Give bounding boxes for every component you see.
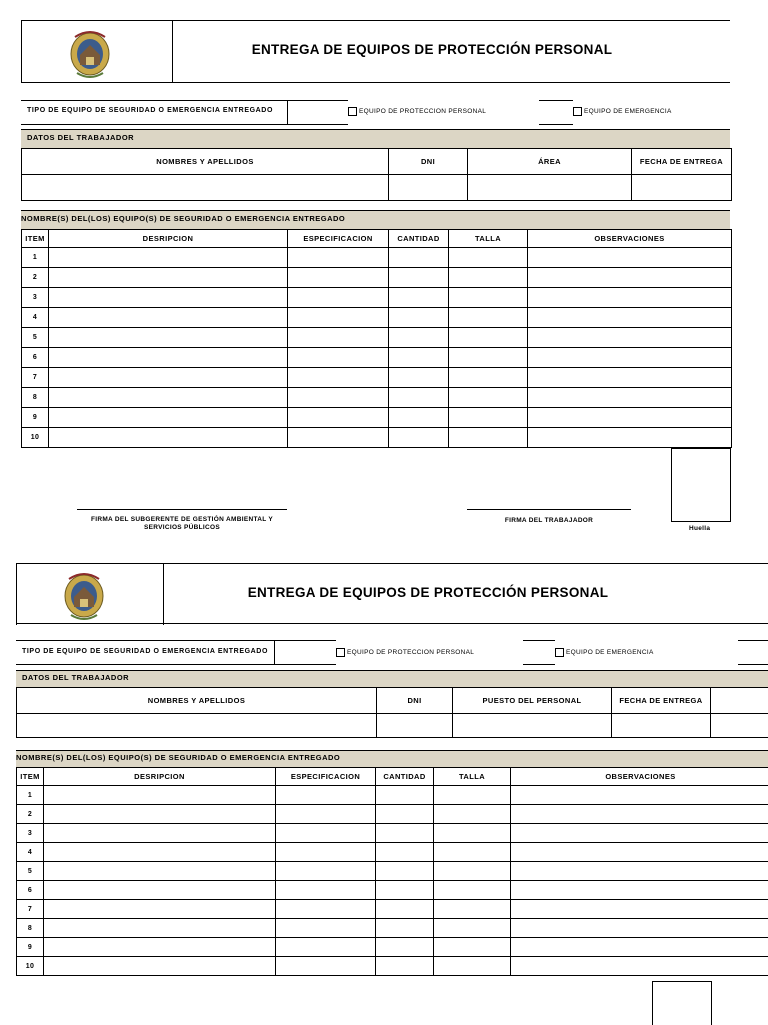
- item-number: 9: [22, 408, 49, 428]
- table-row: [22, 368, 732, 388]
- col-especificacion: ESPECIFICACION: [288, 230, 389, 248]
- col-talla: TALLA: [449, 230, 528, 248]
- talla-cell[interactable]: [434, 805, 511, 824]
- descripcion-cell[interactable]: [44, 938, 276, 957]
- manager-signature-label-1: FIRMA DEL SUBGERENTE DE GESTIÓN AMBIENTAL Y: [77, 516, 287, 523]
- talla-cell[interactable]: [449, 248, 528, 268]
- epp-option-label: EQUIPO DE PROTECCION PERSONAL: [347, 649, 474, 656]
- talla-cell[interactable]: [449, 268, 528, 288]
- table-row: [22, 268, 732, 288]
- observaciones-cell[interactable]: [511, 843, 768, 862]
- talla-cell[interactable]: [434, 862, 511, 881]
- cantidad-cell[interactable]: [389, 408, 449, 428]
- especificacion-cell[interactable]: [288, 388, 389, 408]
- dni-field[interactable]: [377, 714, 453, 738]
- especificacion-cell[interactable]: [276, 938, 376, 957]
- especificacion-cell[interactable]: [288, 248, 389, 268]
- observaciones-cell[interactable]: [528, 328, 732, 348]
- worker-table: [21, 148, 732, 201]
- table-row: [22, 248, 732, 268]
- tipo-top-rule: [16, 640, 336, 641]
- equipment-table: [16, 767, 768, 976]
- cantidad-cell[interactable]: [389, 428, 449, 448]
- municipal-crest-logo-icon: [61, 569, 107, 621]
- item-number: 6: [22, 348, 49, 368]
- tipo-top-rule-right: [539, 100, 573, 101]
- col-observaciones: OBSERVACIONES: [528, 230, 732, 248]
- talla-cell[interactable]: [449, 368, 528, 388]
- tipo-bottom-rule: [21, 124, 348, 125]
- descripcion-cell[interactable]: [49, 308, 288, 328]
- talla-cell[interactable]: [449, 328, 528, 348]
- page-title: ENTREGA DE EQUIPOS DE PROTECCIÓN PERSONAL: [163, 585, 693, 600]
- descripcion-cell[interactable]: [49, 288, 288, 308]
- equipment-section-title: NOMBRE(S) DEL(LOS) EQUIPO(S) DE SEGURIDAD O EMERGENCIA ENTREGADO: [21, 214, 345, 223]
- observaciones-cell[interactable]: [528, 348, 732, 368]
- tipo-bottom-rule-far-right: [738, 664, 768, 665]
- talla-cell[interactable]: [434, 786, 511, 805]
- especificacion-cell[interactable]: [288, 428, 389, 448]
- talla-cell[interactable]: [434, 938, 511, 957]
- descripcion-cell[interactable]: [44, 862, 276, 881]
- observaciones-cell[interactable]: [528, 268, 732, 288]
- fingerprint-box[interactable]: [652, 981, 712, 1025]
- tipo-label: TIPO DE EQUIPO DE SEGURIDAD O EMERGENCIA ENTREGADO: [27, 107, 273, 114]
- header-bottom-rule: [16, 623, 768, 624]
- col-descripcion: DESRIPCION: [44, 768, 276, 786]
- col-puesto: PUESTO DEL PERSONAL: [453, 688, 612, 714]
- cantidad-cell[interactable]: [376, 805, 434, 824]
- emergency-option-label: EQUIPO DE EMERGENCIA: [566, 649, 654, 656]
- especificacion-cell[interactable]: [276, 881, 376, 900]
- col-descripcion: DESRIPCION: [49, 230, 288, 248]
- table-row: [17, 957, 768, 976]
- tipo-top-rule: [21, 100, 348, 101]
- tipo-top-rule-far-right: [738, 640, 768, 641]
- observaciones-cell[interactable]: [528, 308, 732, 328]
- header-bottom-rule: [21, 82, 730, 83]
- observaciones-cell[interactable]: [511, 862, 768, 881]
- tipo-divider: [274, 640, 275, 664]
- cantidad-cell[interactable]: [389, 248, 449, 268]
- descripcion-cell[interactable]: [44, 900, 276, 919]
- observaciones-cell[interactable]: [511, 900, 768, 919]
- cantidad-cell[interactable]: [389, 328, 449, 348]
- observaciones-cell[interactable]: [511, 938, 768, 957]
- talla-cell[interactable]: [449, 288, 528, 308]
- especificacion-cell[interactable]: [288, 348, 389, 368]
- talla-cell[interactable]: [449, 348, 528, 368]
- col-extra: [711, 688, 768, 714]
- dni-field[interactable]: [389, 175, 468, 201]
- col-area: ÁREA: [468, 149, 632, 175]
- cantidad-cell[interactable]: [376, 786, 434, 805]
- cantidad-cell[interactable]: [376, 843, 434, 862]
- talla-cell[interactable]: [449, 428, 528, 448]
- col-dni: DNI: [377, 688, 453, 714]
- descripcion-cell[interactable]: [44, 824, 276, 843]
- tipo-divider: [287, 100, 288, 124]
- especificacion-cell[interactable]: [288, 268, 389, 288]
- table-row: [22, 308, 732, 328]
- worker-signature-line: [467, 509, 631, 510]
- table-row: [17, 938, 768, 957]
- ppe-delivery-form-1: [21, 20, 730, 541]
- table-row: [17, 786, 768, 805]
- col-item: ITEM: [17, 768, 44, 786]
- extra-field[interactable]: [711, 714, 768, 738]
- cantidad-cell[interactable]: [389, 388, 449, 408]
- col-item: ITEM: [22, 230, 49, 248]
- especificacion-cell[interactable]: [288, 408, 389, 428]
- cantidad-cell[interactable]: [376, 862, 434, 881]
- tipo-bottom-rule: [16, 664, 336, 665]
- observaciones-cell[interactable]: [528, 388, 732, 408]
- fecha-field[interactable]: [632, 175, 732, 201]
- ppe-delivery-form-2: [16, 563, 768, 1025]
- especificacion-cell[interactable]: [288, 308, 389, 328]
- cantidad-cell[interactable]: [389, 368, 449, 388]
- descripcion-cell[interactable]: [49, 408, 288, 428]
- descripcion-cell[interactable]: [49, 428, 288, 448]
- table-row: [17, 843, 768, 862]
- item-number: 4: [17, 843, 44, 862]
- descripcion-cell[interactable]: [49, 348, 288, 368]
- area-field[interactable]: [468, 175, 632, 201]
- cantidad-cell[interactable]: [376, 881, 434, 900]
- table-row: [17, 900, 768, 919]
- puesto-field[interactable]: [453, 714, 612, 738]
- huella-label: Huella: [689, 525, 710, 532]
- descripcion-cell[interactable]: [44, 805, 276, 824]
- especificacion-cell[interactable]: [288, 288, 389, 308]
- item-number: 10: [17, 957, 44, 976]
- item-number: 5: [17, 862, 44, 881]
- descripcion-cell[interactable]: [44, 957, 276, 976]
- cantidad-cell[interactable]: [389, 288, 449, 308]
- tipo-label: TIPO DE EQUIPO DE SEGURIDAD O EMERGENCIA ENTREGADO: [22, 648, 268, 655]
- table-row: [22, 388, 732, 408]
- descripcion-cell[interactable]: [44, 919, 276, 938]
- col-fecha: FECHA DE ENTREGA: [632, 149, 732, 175]
- observaciones-cell[interactable]: [511, 824, 768, 843]
- item-number: 5: [22, 328, 49, 348]
- table-row: [22, 428, 732, 448]
- epp-checkbox[interactable]: [348, 107, 357, 116]
- descripcion-cell[interactable]: [44, 843, 276, 862]
- observaciones-cell[interactable]: [511, 957, 768, 976]
- header-left-border: [21, 21, 22, 82]
- observaciones-cell[interactable]: [511, 919, 768, 938]
- observaciones-cell[interactable]: [511, 786, 768, 805]
- tipo-top-rule-right: [523, 640, 555, 641]
- tipo-bottom-rule-right: [523, 664, 555, 665]
- item-number: 3: [17, 824, 44, 843]
- table-row: [22, 408, 732, 428]
- observaciones-cell[interactable]: [511, 881, 768, 900]
- item-number: 1: [22, 248, 49, 268]
- item-number: 2: [22, 268, 49, 288]
- col-especificacion: ESPECIFICACION: [276, 768, 376, 786]
- talla-cell[interactable]: [434, 881, 511, 900]
- especificacion-cell[interactable]: [276, 919, 376, 938]
- cantidad-cell[interactable]: [376, 824, 434, 843]
- worker-section-title: DATOS DEL TRABAJADOR: [27, 133, 134, 142]
- item-number: 2: [17, 805, 44, 824]
- item-number: 8: [17, 919, 44, 938]
- cantidad-cell[interactable]: [376, 938, 434, 957]
- especificacion-cell[interactable]: [276, 862, 376, 881]
- descripcion-cell[interactable]: [49, 268, 288, 288]
- item-number: 10: [22, 428, 49, 448]
- table-row: [17, 881, 768, 900]
- descripcion-cell[interactable]: [49, 248, 288, 268]
- item-number: 4: [22, 308, 49, 328]
- talla-cell[interactable]: [449, 388, 528, 408]
- table-row: [17, 862, 768, 881]
- col-dni: DNI: [389, 149, 468, 175]
- worker-table: [16, 687, 768, 738]
- equipment-section-band: [21, 210, 730, 230]
- talla-cell[interactable]: [434, 900, 511, 919]
- nombres-field[interactable]: [17, 714, 377, 738]
- table-row: [22, 328, 732, 348]
- equipment-table: [21, 229, 732, 448]
- nombres-field[interactable]: [22, 175, 389, 201]
- talla-cell[interactable]: [434, 957, 511, 976]
- talla-cell[interactable]: [434, 824, 511, 843]
- item-number: 8: [22, 388, 49, 408]
- worker-section-band: [16, 670, 768, 688]
- talla-cell[interactable]: [434, 843, 511, 862]
- equipment-section-title: NOMBRE(S) DEL(LOS) EQUIPO(S) DE SEGURIDAD O EMERGENCIA ENTREGADO: [16, 753, 340, 762]
- page-title: ENTREGA DE EQUIPOS DE PROTECCIÓN PERSONAL: [172, 42, 692, 57]
- item-number: 1: [17, 786, 44, 805]
- cantidad-cell[interactable]: [389, 348, 449, 368]
- especificacion-cell[interactable]: [276, 824, 376, 843]
- descripcion-cell[interactable]: [44, 786, 276, 805]
- descripcion-cell[interactable]: [49, 368, 288, 388]
- especificacion-cell[interactable]: [288, 328, 389, 348]
- col-fecha: FECHA DE ENTREGA: [612, 688, 711, 714]
- emergency-checkbox[interactable]: [573, 107, 582, 116]
- col-nombres: NOMBRES Y APELLIDOS: [17, 688, 377, 714]
- observaciones-cell[interactable]: [528, 428, 732, 448]
- especificacion-cell[interactable]: [276, 900, 376, 919]
- worker-section-band: [21, 129, 730, 149]
- col-cantidad: CANTIDAD: [376, 768, 434, 786]
- cantidad-cell[interactable]: [389, 308, 449, 328]
- table-row: [17, 824, 768, 843]
- cantidad-cell[interactable]: [376, 957, 434, 976]
- fingerprint-box[interactable]: [671, 448, 731, 522]
- epp-checkbox[interactable]: [336, 648, 345, 657]
- col-nombres: NOMBRES Y APELLIDOS: [22, 149, 389, 175]
- cantidad-cell[interactable]: [389, 268, 449, 288]
- talla-cell[interactable]: [449, 308, 528, 328]
- observaciones-cell[interactable]: [528, 368, 732, 388]
- talla-cell[interactable]: [449, 408, 528, 428]
- header-left-border: [16, 564, 17, 625]
- observaciones-cell[interactable]: [511, 805, 768, 824]
- especificacion-cell[interactable]: [276, 957, 376, 976]
- equipment-section-band: [16, 750, 768, 768]
- observaciones-cell[interactable]: [528, 248, 732, 268]
- especificacion-cell[interactable]: [276, 786, 376, 805]
- table-row: [17, 919, 768, 938]
- especificacion-cell[interactable]: [276, 805, 376, 824]
- cantidad-cell[interactable]: [376, 919, 434, 938]
- item-number: 9: [17, 938, 44, 957]
- item-number: 3: [22, 288, 49, 308]
- especificacion-cell[interactable]: [288, 368, 389, 388]
- manager-signature-line: [77, 509, 287, 510]
- observaciones-cell[interactable]: [528, 288, 732, 308]
- table-row: [22, 288, 732, 308]
- item-number: 6: [17, 881, 44, 900]
- col-observaciones: OBSERVACIONES: [511, 768, 768, 786]
- especificacion-cell[interactable]: [276, 843, 376, 862]
- tipo-bottom-rule-right: [539, 124, 573, 125]
- manager-signature-label-2: SERVICIOS PÚBLICOS: [77, 524, 287, 531]
- worker-signature-label: FIRMA DEL TRABAJADOR: [467, 517, 631, 524]
- emergency-option-label: EQUIPO DE EMERGENCIA: [584, 108, 672, 115]
- table-row: [22, 348, 732, 368]
- descripcion-cell[interactable]: [49, 328, 288, 348]
- col-talla: TALLA: [434, 768, 511, 786]
- emergency-checkbox[interactable]: [555, 648, 564, 657]
- epp-option-label: EQUIPO DE PROTECCION PERSONAL: [359, 108, 486, 115]
- observaciones-cell[interactable]: [528, 408, 732, 428]
- descripcion-cell[interactable]: [44, 881, 276, 900]
- col-cantidad: CANTIDAD: [389, 230, 449, 248]
- cantidad-cell[interactable]: [376, 900, 434, 919]
- item-number: 7: [17, 900, 44, 919]
- worker-section-title: DATOS DEL TRABAJADOR: [22, 673, 129, 682]
- item-number: 7: [22, 368, 49, 388]
- talla-cell[interactable]: [434, 919, 511, 938]
- table-row: [17, 805, 768, 824]
- municipal-crest-logo-icon: [67, 27, 113, 79]
- fecha-field[interactable]: [612, 714, 711, 738]
- descripcion-cell[interactable]: [49, 388, 288, 408]
